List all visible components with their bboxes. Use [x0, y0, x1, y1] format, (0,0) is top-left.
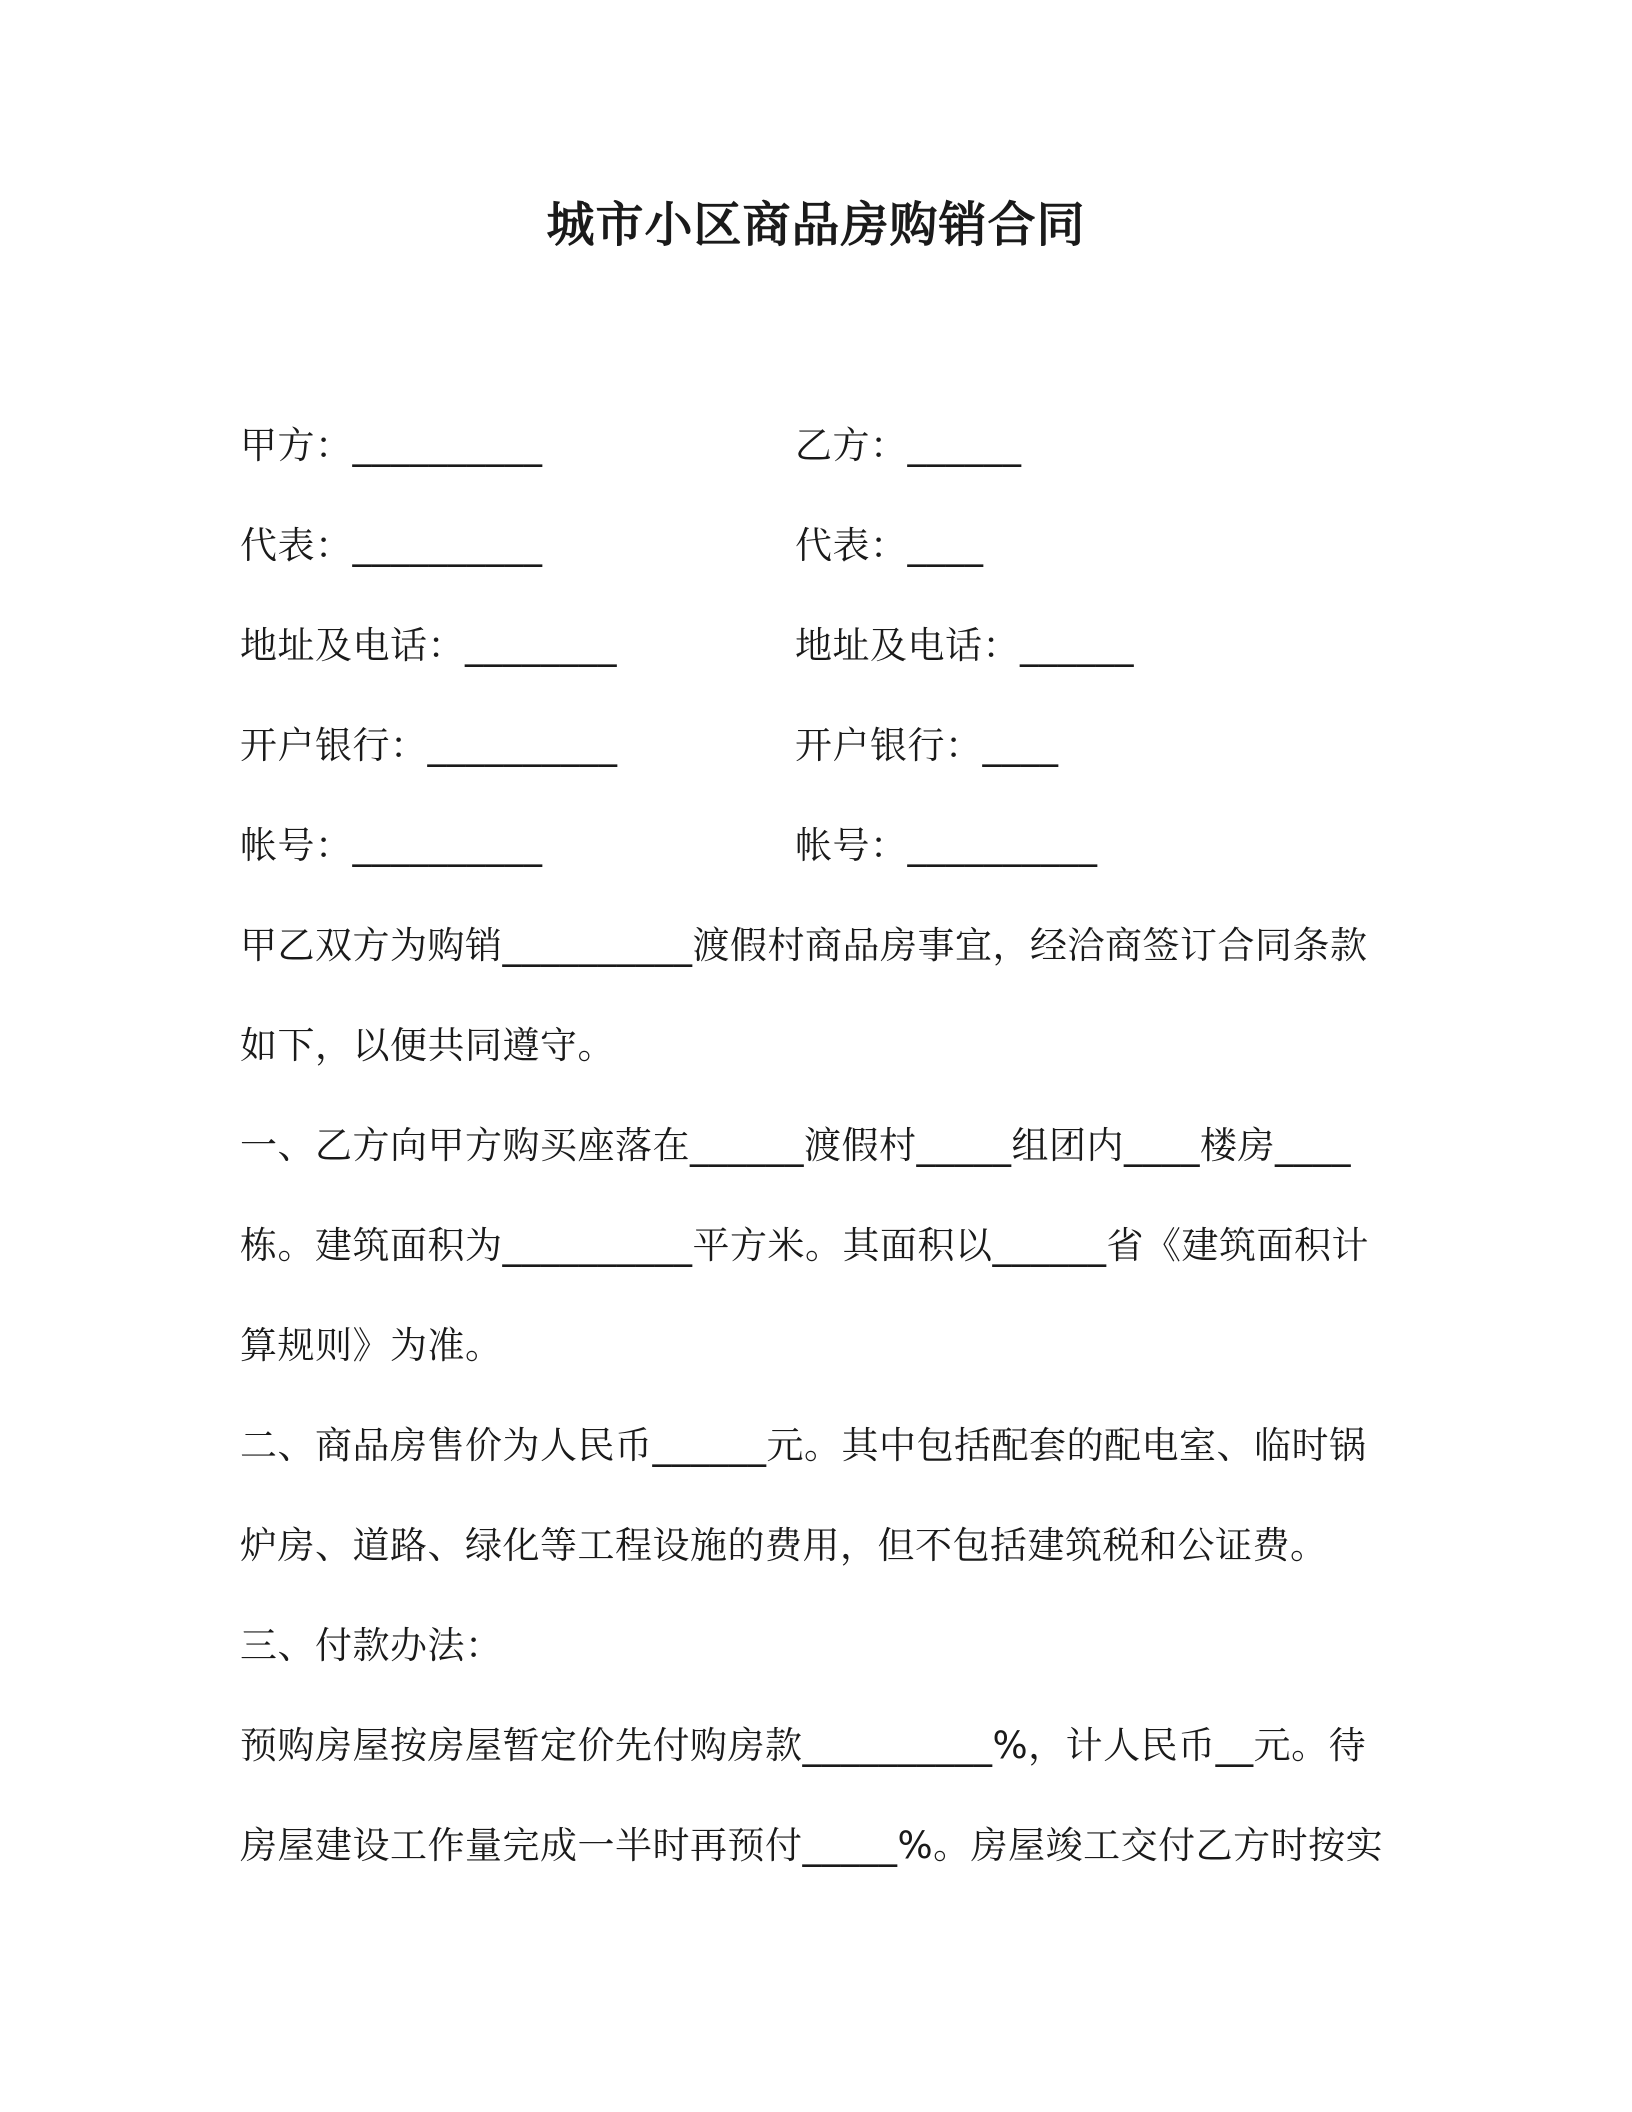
party-a-account: 帐号：__________	[240, 824, 543, 867]
party-a-representative: 代表：__________	[240, 524, 543, 567]
party-b-address-phone: 地址及电话：______	[795, 624, 1134, 667]
clause-2-line: 炉房、道路、绿化等工程设施的费用，但不包括建筑税和公证费。	[240, 1524, 1328, 1567]
clause-1-line: 一、乙方向甲方购买座落在______渡假村_____组团内____楼房____	[240, 1124, 1351, 1167]
clause-3-line: 预购房屋按房屋暂定价先付购房款__________%，计人民币__元。待	[240, 1724, 1367, 1767]
party-b-account: 帐号：__________	[795, 824, 1098, 867]
document-title: 城市小区商品房购销合同	[546, 197, 1086, 253]
clause-2-line: 二、商品房售价为人民币______元。其中包括配套的配电室、临时锅	[240, 1424, 1367, 1467]
party-a-address-phone: 地址及电话：________	[240, 624, 617, 667]
party-a-name: 甲方：__________	[240, 424, 543, 467]
party-b-name: 乙方：______	[795, 424, 1022, 467]
body-line: 甲乙双方为购销__________渡假村商品房事宜，经洽商签订合同条款	[240, 924, 1368, 967]
body-line: 如下，以便共同遵守。	[240, 1024, 615, 1067]
party-b-bank: 开户银行：____	[795, 724, 1059, 767]
party-a-bank: 开户银行：__________	[240, 724, 618, 767]
clause-1-line: 栋。建筑面积为__________平方米。其面积以______省《建筑面积计	[240, 1224, 1369, 1267]
clause-3-heading: 三、付款办法：	[240, 1624, 503, 1667]
party-b-representative: 代表：____	[795, 524, 984, 567]
clause-3-line: 房屋建设工作量完成一半时再预付_____%。房屋竣工交付乙方时按实	[240, 1824, 1384, 1867]
clause-1-line: 算规则》为准。	[240, 1324, 503, 1367]
